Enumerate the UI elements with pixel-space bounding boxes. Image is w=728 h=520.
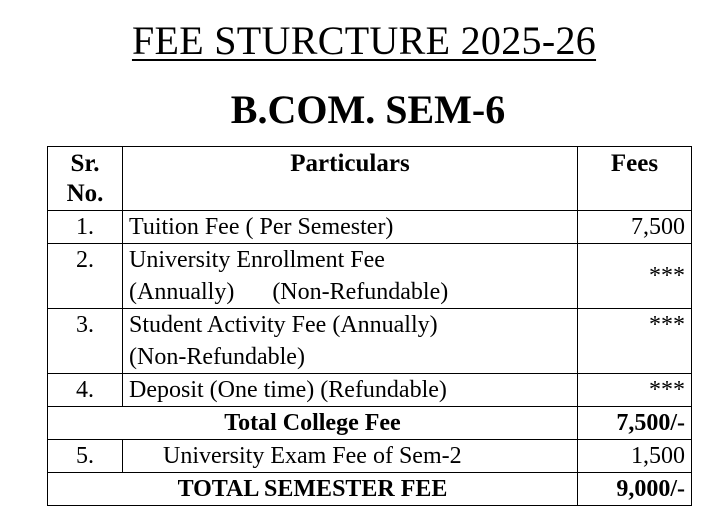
row-note-annually: (Annually) xyxy=(129,279,235,305)
row-fee: 1,500 xyxy=(578,440,692,473)
row-sr: 2. xyxy=(48,244,123,309)
table-header-row xyxy=(48,147,692,211)
total-semester-label: TOTAL SEMESTER FEE xyxy=(48,473,578,506)
table-row xyxy=(48,309,692,374)
header-sr-line2: No. xyxy=(66,180,104,207)
table-row xyxy=(48,244,692,309)
row-sr: 3. xyxy=(48,309,123,374)
header-fees: Fees xyxy=(578,147,692,211)
total-college-fee: 7,500/- xyxy=(578,407,692,440)
row-particulars-line1: University Enrollment Fee xyxy=(129,247,385,273)
total-semester-fee: 9,000/- xyxy=(578,473,692,506)
row-fee: 7,500 xyxy=(578,211,692,244)
row-fee: *** xyxy=(578,309,692,374)
row-particulars: University Exam Fee of Sem-2 xyxy=(123,440,578,473)
row-fee: *** xyxy=(578,374,692,407)
total-college-row xyxy=(48,407,692,440)
table-row xyxy=(48,440,692,473)
row-note-refund: (Non-Refundable) xyxy=(272,279,449,305)
row-particulars-line2: (Non-Refundable) xyxy=(129,344,305,370)
table-row xyxy=(48,211,692,244)
row-particulars xyxy=(123,244,578,309)
total-semester-row xyxy=(48,473,692,506)
row-sr: 1. xyxy=(48,211,123,244)
row-particulars: Deposit (One time) (Refundable) xyxy=(123,374,578,407)
row-sr: 5. xyxy=(48,440,123,473)
header-sr-line1: Sr. xyxy=(70,150,100,177)
header-particulars: Particulars xyxy=(123,147,578,211)
row-fee: *** xyxy=(578,244,692,309)
total-college-label: Total College Fee xyxy=(48,407,578,440)
row-particulars-line1: Student Activity Fee (Annually) xyxy=(129,312,438,338)
fee-table xyxy=(47,146,692,506)
row-sr: 4. xyxy=(48,374,123,407)
course-subtitle: B.COM. SEM-6 xyxy=(230,87,506,132)
row-particulars: Tuition Fee ( Per Semester) xyxy=(123,211,578,244)
row-particulars xyxy=(123,309,578,374)
page-title: FEE STURCTURE 2025-26 xyxy=(131,18,597,63)
row-particulars-line2 xyxy=(129,276,571,308)
table-row xyxy=(48,374,692,407)
header-sr-no xyxy=(48,147,123,211)
